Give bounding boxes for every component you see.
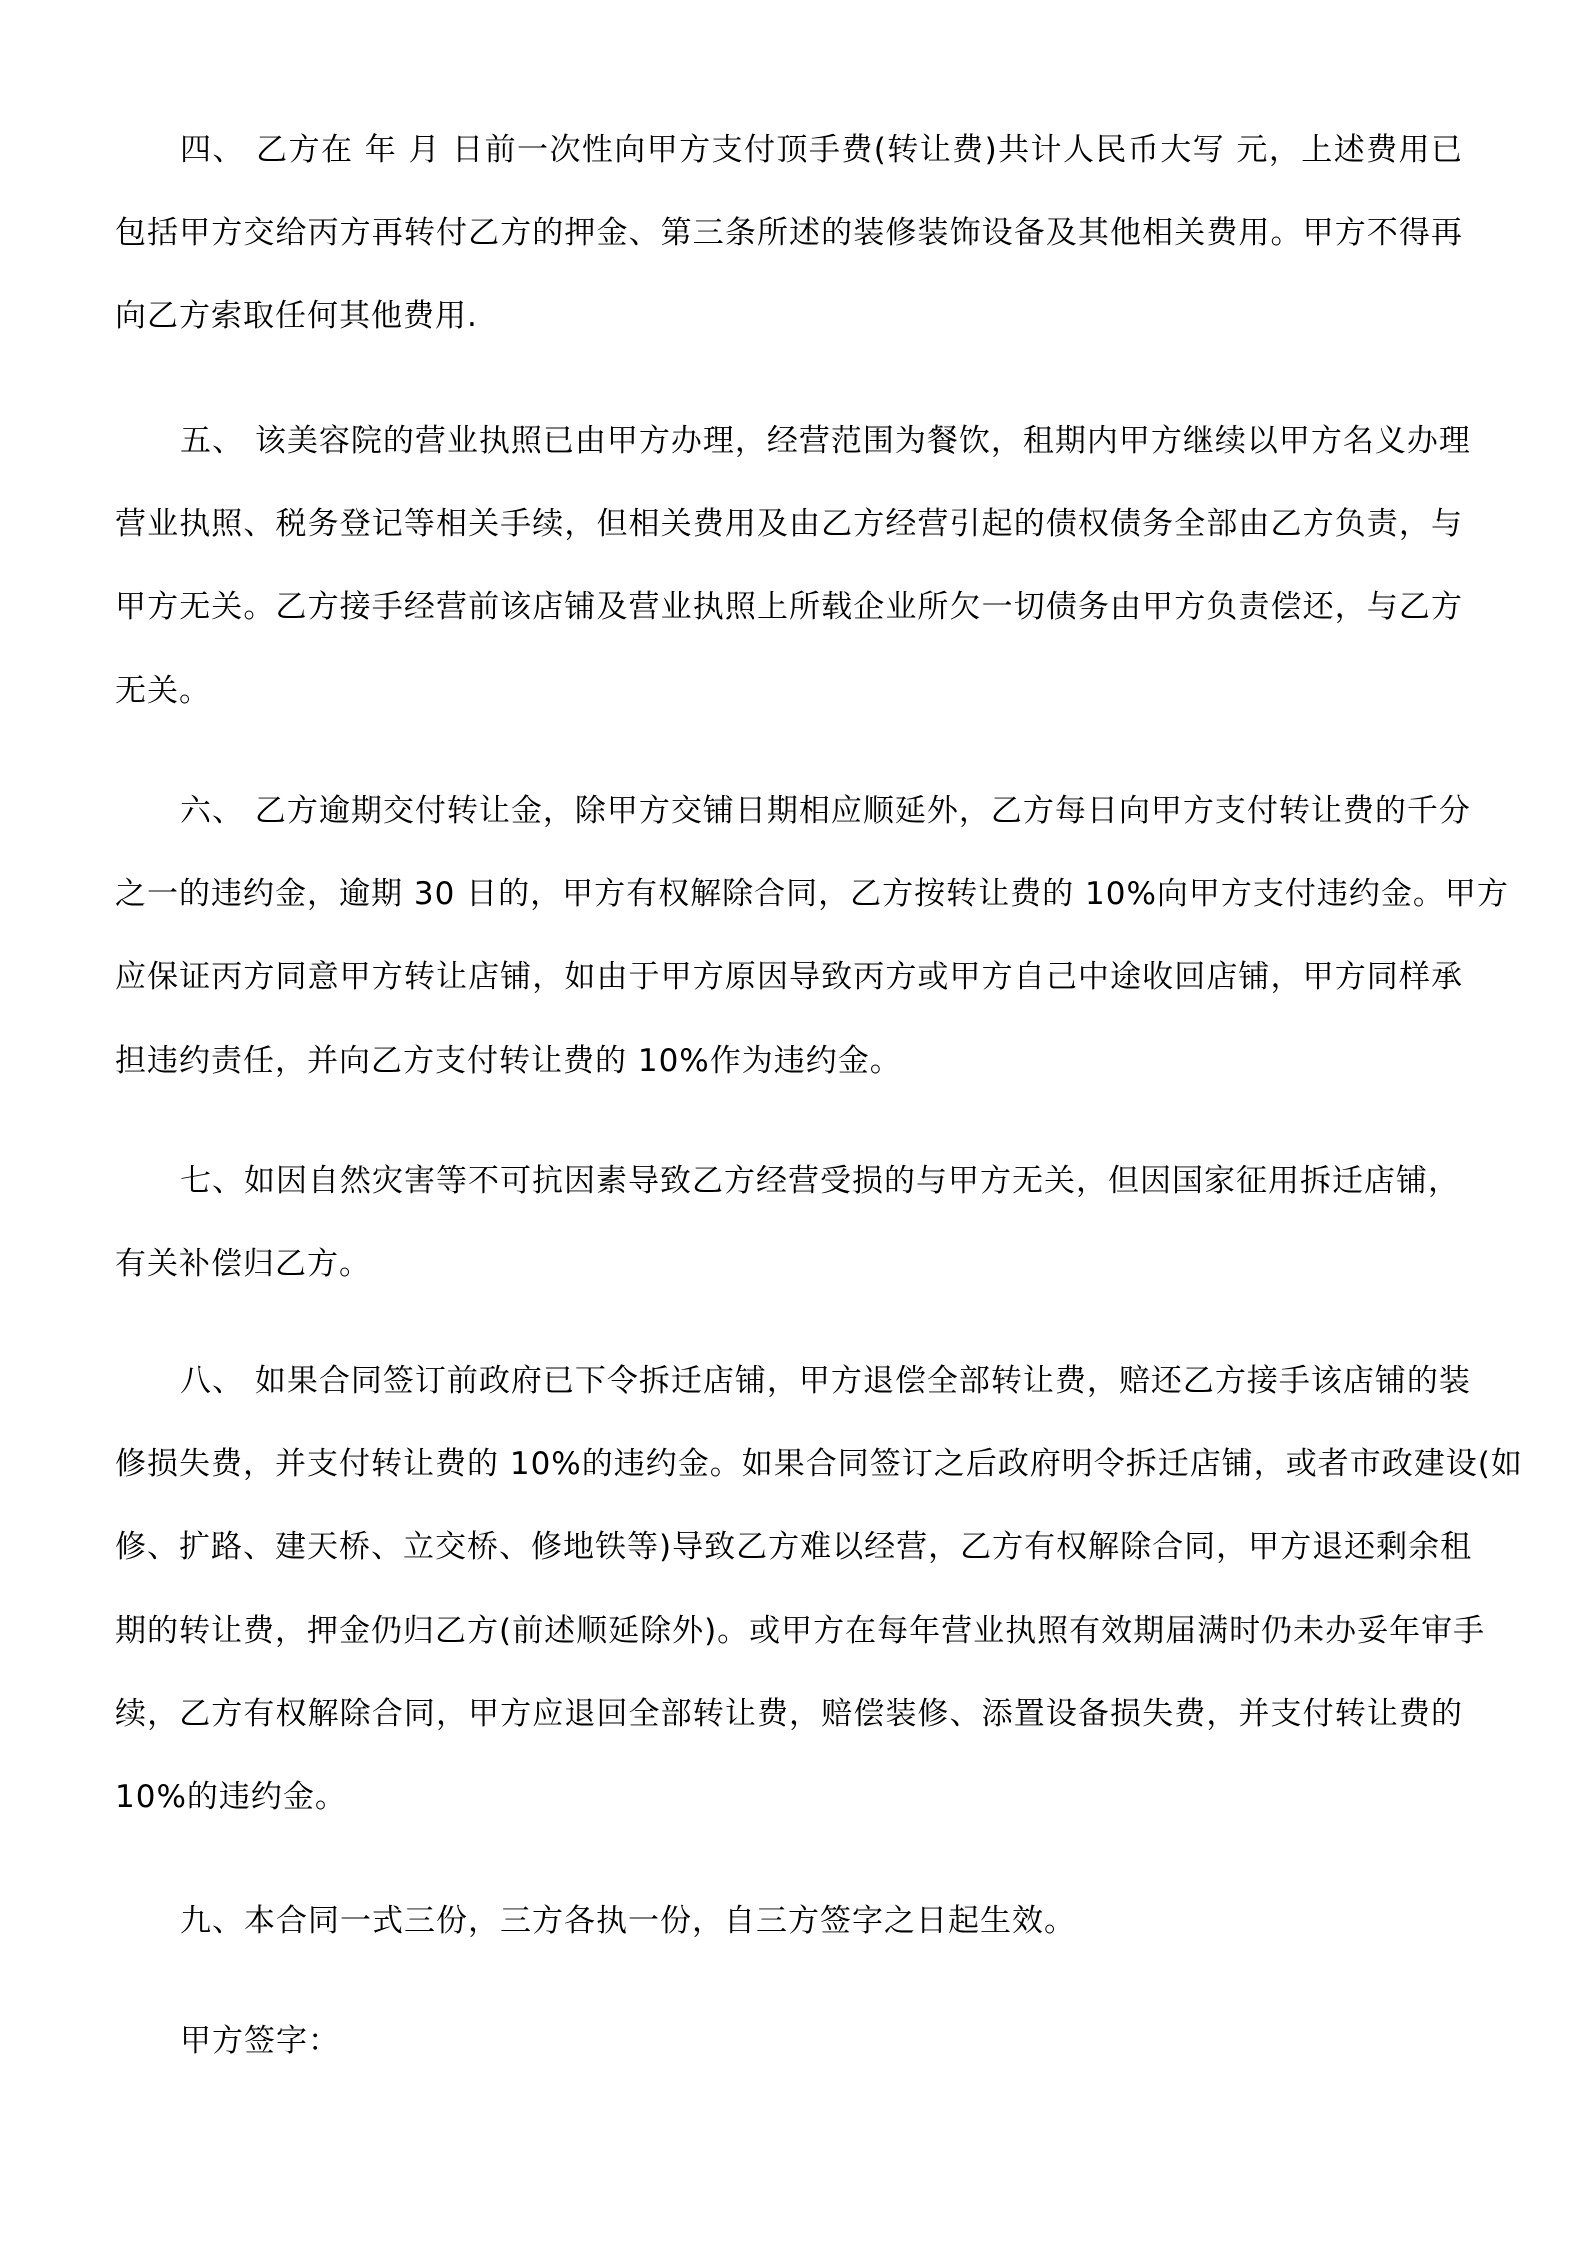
clause-5-line-2: 营业执照、税务登记等相关手续，但相关费用及由乙方经营引起的债权债务全部由乙方负责，与 xyxy=(115,506,1463,542)
clause-8-line-6: 10%的违约金。 xyxy=(115,1779,347,1815)
clause-7-line-1: 七、如因自然灾害等不可抗因素导致乙方经营受损的与甲方无关，但因国家征用拆迁店铺， xyxy=(180,1163,1460,1199)
clause-6-line-3: 应保证丙方同意甲方转让店铺，如由于甲方原因导致丙方或甲方自己中途收回店铺，甲方同样承 xyxy=(115,959,1463,995)
clause-8-line-3: 修、扩路、建天桥、立交桥、修地铁等)导致乙方难以经营，乙方有权解除合同，甲方退还剩余租 xyxy=(115,1529,1473,1565)
clause-5-line-1: 五、 该美容院的营业执照已由甲方办理，经营范围为餐饮，租期内甲方继续以甲方名义办理 xyxy=(180,423,1471,459)
clause-5-line-4: 无关。 xyxy=(115,673,211,709)
clause-8-line-2: 修损失费，并支付转让费的 10%的违约金。如果合同签订之后政府明令拆迁店铺，或者市政建设(如 xyxy=(115,1446,1523,1482)
clause-4-line-2: 包括甲方交给丙方再转付乙方的押金、第三条所述的装修装饰设备及其他相关费用。甲方不得再 xyxy=(115,215,1463,251)
clause-6-line-1: 六、 乙方逾期交付转让金，除甲方交铺日期相应顺延外，乙方每日向甲方支付转让费的千分 xyxy=(180,793,1471,829)
clause-4-line-3: 向乙方索取任何其他费用. xyxy=(115,298,478,334)
clause-8-line-5: 续，乙方有权解除合同，甲方应退回全部转让费，赔偿装修、添置设备损失费，并支付转让费的 xyxy=(115,1696,1463,1732)
clause-8-line-4: 期的转让费，押金仍归乙方(前述顺延除外)。或甲方在每年营业执照有效期届满时仍未办妥年审手 xyxy=(115,1613,1486,1649)
clause-9-line-1: 九、本合同一式三份，三方各执一份，自三方签字之日起生效。 xyxy=(180,1903,1076,1939)
party-a-signature-label: 甲方签字： xyxy=(180,2023,340,2059)
clause-8-line-1: 八、 如果合同签订前政府已下令拆迁店铺，甲方退偿全部转让费，赔还乙方接手该店铺的装 xyxy=(180,1363,1471,1399)
clause-7-line-2: 有关补偿归乙方。 xyxy=(115,1246,371,1282)
clause-4-line-1: 四、 乙方在 年 月 日前一次性向甲方支付顶手费(转让费)共计人民币大写 元，上述费用已 xyxy=(180,132,1463,168)
clause-6-line-4: 担违约责任，并向乙方支付转让费的 10%作为违约金。 xyxy=(115,1043,902,1079)
clause-5-line-3: 甲方无关。乙方接手经营前该店铺及营业执照上所载企业所欠一切债务由甲方负责偿还，与乙方 xyxy=(115,589,1463,625)
clause-6-line-2: 之一的违约金，逾期 30 日的，甲方有权解除合同，乙方按转让费的 10%向甲方支付违约金。甲方 xyxy=(115,876,1509,912)
